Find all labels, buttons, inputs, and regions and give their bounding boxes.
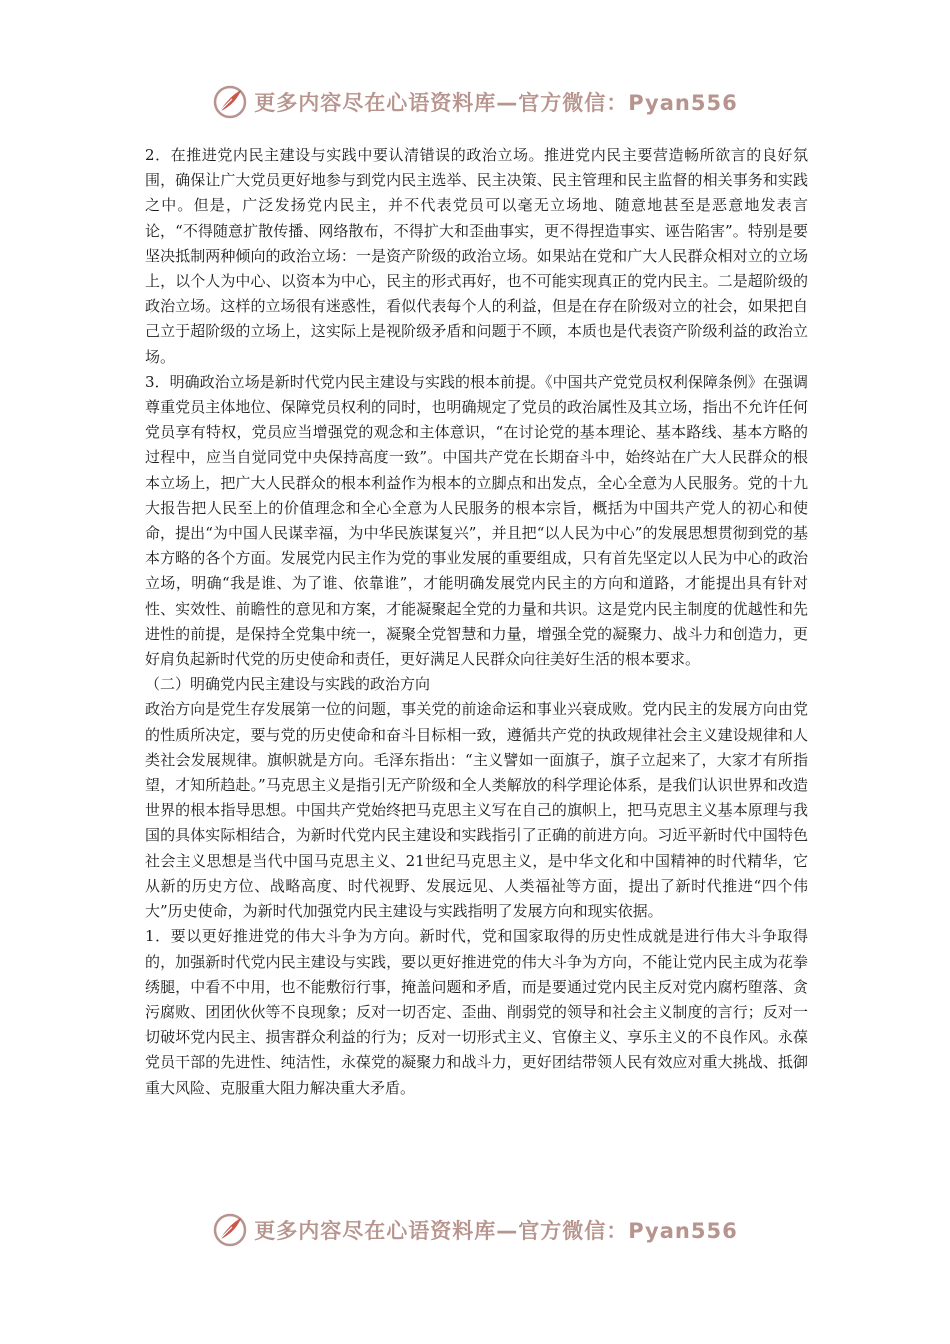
paragraph: 3．明确政治立场是新时代党内民主建设与实践的根本前提。《中国共产党党员权利保障条例》在强调尊重党员主体地位、保障党员权利的同时，也明确规定了党员的政治属性及其立场，指出不允许任何党员享有特权，党员应当增强党的观念和主体意识，“在讨论党的基本理论、基本路线、基本方略的过程中，应当自觉同党中央保持高度一致”。中国共产党在长期奋斗中，始终站在广大人民群众的根本立场上，把广大人民群众的根本利益作为根本的立脚点和出发点，全心全意为人民服务。党的十九大报告把人民至上的价值理念和全心全意为人民服务的根本宗旨，概括为中国共产党人的初心和使命，提出“为中国人民谋幸福，为中华民族谋复兴”，并且把“以人民为中心”的发展思想贯彻到党的基本方略的各个方面。发展党内民主作为党的事业发展的重要组成，只有首先坚定以人民为中心的政治立场，明确“我是谁、为了谁、依靠谁”，才能明确发展党内民主的方向和道路，才能提出具有针对性、实效性、前瞻性的意见和方案，才能凝聚起全党的力量和共识。这是党内民主制度的优越性和先进性的前提，是保持全党集中统一，凝聚全党智慧和力量，增强全党的凝聚力、战斗力和创造力，更好肩负起新时代党的历史使命和责任，更好满足人民群众向往美好生活的根本要求。 [145, 372, 808, 669]
feather-pen-circle-icon [212, 84, 248, 120]
feather-pen-circle-icon [212, 1212, 248, 1248]
section-heading: （二）明确党内民主建设与实践的政治方向 [145, 675, 431, 694]
paragraph: 政治方向是党生存发展第一位的问题，事关党的前途命运和事业兴衰成败。党内民主的发展方向由党的性质所决定，要与党的历史使命和奋斗目标相一致，遵循共产党的执政规律社会主义建设规律和人类社会发展规律。旗帜就是方向。毛泽东指出：“主义譬如一面旗子，旗子立起来了，大家才有所指望，才知所趋赴。”马克思主义是指引无产阶级和全人类解放的科学理论体系，是我们认识世界和改造世界的根本指导思想。中国共产党始终把马克思主义写在自己的旗帜上，把马克思主义基本原理与我国的具体实际相结合，为新时代党内民主建设和实践指引了正确的前进方向。习近平新时代中国特色社会主义思想是当代中国马克思主义、21世纪马克思主义，是中华文化和中国精神的时代精华，它从新的历史方位、战略高度、时代视野、发展远见、人类福祉等方面，提出了新时代推进“四个伟大”历史使命，为新时代加强党内民主建设与实践指明了发展方向和现实依据。 [145, 700, 808, 921]
document-body [145, 143, 808, 1101]
paragraph: 1．要以更好推进党的伟大斗争为方向。新时代，党和国家取得的历史性成就是进行伟大斗争取得的，加强新时代党内民主建设与实践，要以更好推进党的伟大斗争为方向，不能让党内民主成为花拳绣腿，中看不中用，也不能敷衍行事，掩盖问题和矛盾，而是要通过党内民主反对党内腐朽堕落、贪污腐败、团团伙伙等不良现象；反对一切否定、歪曲、削弱党的领导和社会主义制度的言行；反对一切破坏党内民主、损害群众利益的行为；反对一切形式主义、官僚主义、享乐主义的不良作风。永葆党员干部的先进性、纯洁性，永葆党的凝聚力和战斗力，更好团结带领人民有效应对重大挑战、抵御重大风险、克服重大阻力解决重大矛盾。 [145, 927, 808, 1097]
banner-text: 更多内容尽在心语资料库—官方微信：Pyan556 [254, 1219, 738, 1243]
footer-banner [0, 1208, 950, 1252]
paragraph: 2．在推进党内民主建设与实践中要认清错误的政治立场。推进党内民主要营造畅所欲言的良好氛围，确保让广大党员更好地参与到党内民主选举、民主决策、民主管理和民主监督的相关事务和实践之中。但是，广泛发扬党内民主，并不代表党员可以毫无立场地、随意地甚至是恶意地发表言论，“不得随意扩散传播、网络散布，不得扩大和歪曲事实，更不得捏造事实、诬告陷害”。特别是要坚决抵制两种倾向的政治立场：一是资产阶级的政治立场。如果站在党和广大人民群众相对立的立场上，以个人为中心、以资本为中心，民主的形式再好，也不可能实现真正的党内民主。二是超阶级的政治立场。这样的立场很有迷惑性，看似代表每个人的利益，但是在存在阶级对立的社会，如果把自己立于超阶级的立场上，这实际上是视阶级矛盾和问题于不顾，本质也是代表资产阶级利益的政治立场。 [145, 146, 808, 366]
header-banner [0, 80, 950, 124]
banner-text: 更多内容尽在心语资料库—官方微信：Pyan556 [254, 91, 738, 115]
